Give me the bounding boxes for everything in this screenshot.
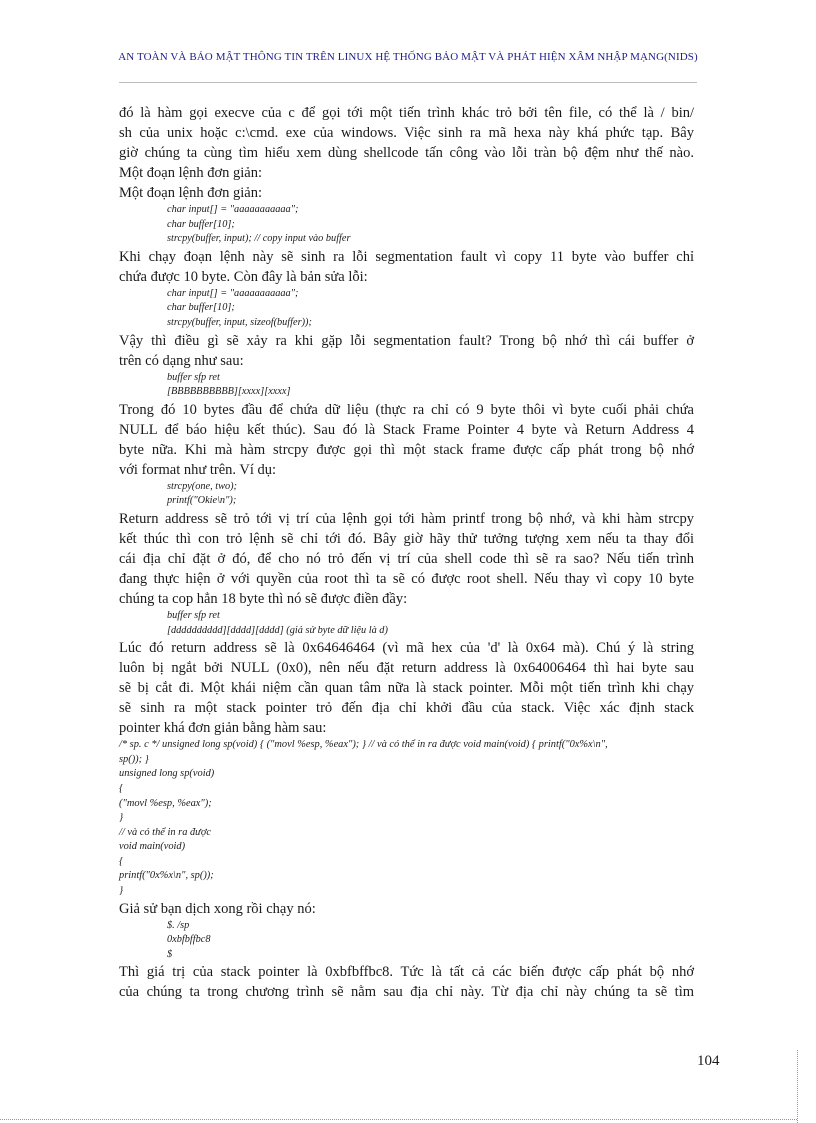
body-line: Một đoạn lệnh đơn giản:: [119, 165, 262, 181]
body-line: sh của unix hoặc c:\cmd. exe của windows. Việc sinh ra mã hexa này khá phức tạp. Bây: [119, 125, 694, 141]
code-line: [dddddddddd][dddd][dddd] (giả sử byte dữ liệu là d): [167, 624, 388, 636]
code-block-7: [119, 919, 694, 963]
code-block-6: [119, 738, 694, 899]
code-line: {: [119, 855, 124, 867]
code-line: strcpy(buffer, input, sizeof(buffer));: [167, 316, 312, 328]
code-line: buffer sfp ret: [167, 371, 220, 383]
body-line: kết thúc thì con trỏ lệnh sẽ chỉ tới đó. Bây giờ hãy thử tưởng tượng xem nếu ta thay đổi: [119, 530, 694, 547]
body-line: Vậy thì điều gì sẽ xảy ra khi gặp lỗi segmentation fault? Trong bộ nhớ thì cái buffer ở: [119, 332, 694, 349]
header-rule: [119, 82, 697, 83]
page-edge-right: [797, 1050, 798, 1123]
code-line: char input[] = "aaaaaaaaaaa";: [167, 204, 299, 215]
code-line: }: [119, 812, 124, 824]
body-line: Return address sẽ trỏ tới vị trí của lệnh gọi tới hàm printf trong bộ nhớ, và khi hàm strcpy: [119, 510, 694, 527]
body-line: Trong đó 10 bytes đầu để chứa dữ liệu (thực ra chỉ có 9 byte thôi vì byte cuối phải chứa: [119, 401, 694, 418]
code-line: char input[] = "aaaaaaaaaaa";: [167, 287, 299, 299]
code-block-1: [119, 203, 694, 247]
body-line: cái địa chỉ đặt ở đó, để cho nó trỏ đến vị trí của shell code thì sẽ ra sao? Nếu tiến trình: [119, 550, 694, 567]
code-block-4: [119, 480, 694, 509]
body-line: byte nữa. Khi mà hàm strcpy được gọi thì một stack frame được cấp phát trong bộ nhớ: [119, 441, 694, 458]
page-edge-bottom: [0, 1119, 797, 1120]
body-line: trên có dạng như sau:: [119, 352, 244, 369]
body-line: chứa được 10 byte. Còn đây là bản sửa lỗi:: [119, 268, 368, 285]
code-line: char buffer[10];: [167, 218, 235, 230]
body-line: Thì giá trị của stack pointer là 0xbfbffbc8. Tức là tất cả các biến được cấp phát bộ nhớ: [119, 964, 694, 981]
code-line: [BBBBBBBBBB][xxxx][xxxx]: [167, 386, 291, 398]
body-line: đó là hàm gọi execve của c để gọi tới một tiến trình khác trỏ bởi tên file, có thể là / bin/: [119, 105, 694, 121]
code-block-2: [119, 287, 694, 331]
body-line: NULL để báo hiệu kết thúc). Sau đó là Stack Frame Pointer 4 byte và Return Address 4: [119, 421, 694, 438]
body-line: luôn bị ngắt bởi NULL (0x0), nên nếu đặt return address là 0x64006464 thì hai byte sau: [119, 660, 694, 677]
body-line: của chúng ta trong chương trình sẽ nằm sau địa chỉ này. Từ địa chỉ này chúng ta sẽ tìm: [119, 984, 694, 1001]
code-line: ("movl %esp, %eax");: [119, 797, 212, 809]
body-line: Khi chạy đoạn lệnh này sẽ sinh ra lỗi segmentation fault vì copy 11 byte vào buffer chỉ: [119, 248, 694, 265]
code-line: $. /sp: [167, 919, 190, 931]
code-line: // và có thể in ra được: [119, 826, 212, 838]
body-line: Giả sử bạn dịch xong rồi chạy nó:: [119, 900, 316, 917]
body-line: giờ chúng ta cùng tìm hiểu xem dùng shellcode tấn công vào lỗi tràn bộ đệm như thế nào.: [119, 145, 694, 161]
body-line: sẽ bị cắt đi. Một khái niệm cần quan tâm nữa là stack pointer. Mỗi một tiến trình khi chạy: [119, 680, 694, 697]
page-number: 104: [697, 1053, 720, 1069]
code-line: strcpy(buffer, input); // copy input vào buffer: [167, 233, 351, 245]
body-line: với format như trên. Ví dụ:: [119, 461, 277, 478]
code-line: printf("Okie\n");: [167, 495, 237, 507]
code-line: sp()); }: [119, 753, 149, 765]
body-line: chúng ta cop hẳn 18 byte thì nó sẽ được điền đầy:: [119, 590, 408, 607]
code-line: strcpy(one, two);: [167, 480, 237, 492]
body-line: sẽ sinh ra một stack pointer trỏ đến địa chỉ khởi đầu của stack. Việc xác định stack: [119, 700, 694, 717]
code-block-3: [119, 371, 694, 400]
code-line: char buffer[10];: [167, 302, 235, 314]
body-line: Lúc đó return address sẽ là 0x64646464 (vì mã hex của 'd' là 0x64 mà). Chú ý là string: [119, 640, 694, 657]
code-line: void main(void): [119, 841, 186, 853]
code-line: unsigned long sp(void): [119, 768, 215, 780]
running-header: AN TOÀN VÀ BẢO MẬT THÔNG TIN TRÊN LINUX HỆ THỐNG BẢO MẬT VÀ PHÁT HIỆN XÂM NHẬP MẠNG(NIDS): [118, 51, 698, 63]
code-line: printf("0x%x\n", sp());: [119, 870, 214, 882]
code-block-5: [119, 609, 694, 638]
code-line: }: [119, 885, 124, 897]
body-line: Một đoạn lệnh đơn giản:: [119, 185, 262, 201]
code-line: buffer sfp ret: [167, 609, 220, 621]
body-line: đang thực hiện ở với quyền của root thì ta sẽ có được root shell. Nếu thay vì copy 10 byte: [119, 570, 694, 587]
code-line: $: [167, 948, 173, 960]
body-line: pointer khá đơn giản bằng hàm sau:: [119, 720, 327, 737]
code-line: /* sp. c */ unsigned long sp(void) { ("movl %esp, %eax"); } // và có thể in ra được void main(void) { printf("0x%x\n",: [119, 739, 608, 751]
page-body: [119, 103, 694, 1002]
code-line: 0xbfbffbc8: [167, 934, 211, 946]
code-line: {: [119, 782, 124, 794]
